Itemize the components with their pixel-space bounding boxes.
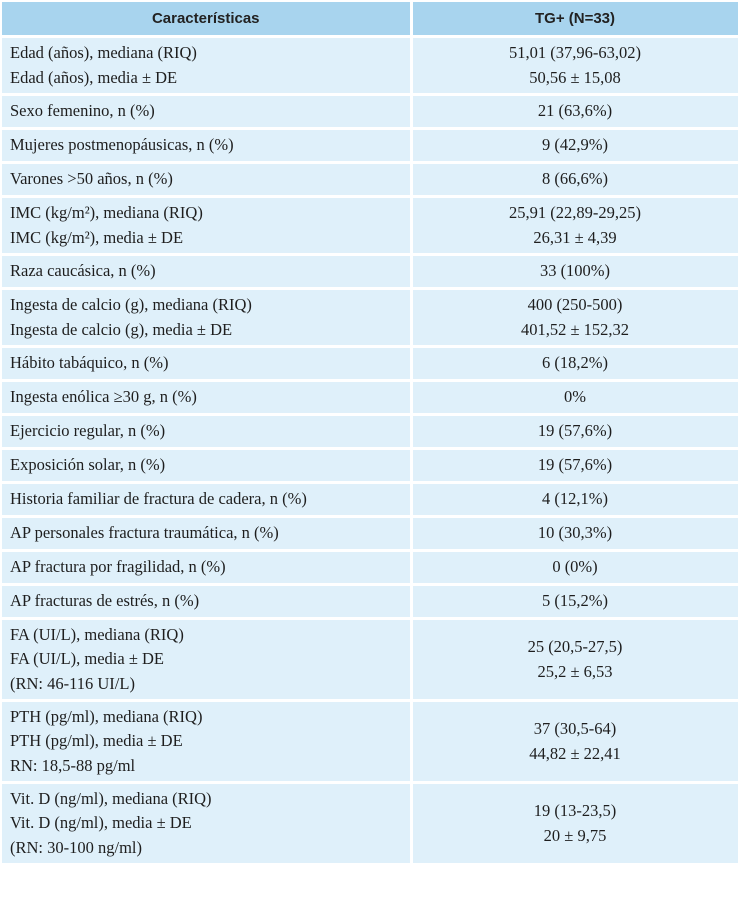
row-value: 19 (13-23,5) [533, 801, 617, 820]
row-label: FA (UI/L), media ± DE [10, 649, 165, 669]
row-label: Ingesta de calcio (g), media ± DE [10, 319, 233, 339]
row-label-cell [2, 415, 411, 449]
row-label: (RN: 30-100 ng/ml) [10, 837, 142, 857]
row-label-cell [2, 449, 411, 483]
row-value: 51,01 (37,96-63,02) [509, 43, 641, 62]
row-value-cell [411, 449, 739, 483]
header-tg-plus: TG+ (N=33) [411, 2, 739, 37]
row-label: AP fractura por fragilidad, n (%) [10, 557, 226, 577]
row-value-cell [411, 129, 739, 163]
table-row [2, 415, 739, 449]
table-row [2, 37, 739, 95]
row-value: 0 (0%) [552, 557, 598, 577]
table-row [2, 197, 739, 255]
row-value-cell [411, 517, 739, 551]
row-label: PTH (pg/ml), mediana (RIQ) [10, 706, 203, 726]
row-label-cell [2, 37, 411, 95]
row-value: 25,2 ± 6,53 [537, 661, 613, 681]
row-value-cell [411, 701, 739, 783]
table-row [2, 163, 739, 197]
table-row [2, 551, 739, 585]
row-label: Edad (años), media ± DE [10, 67, 178, 87]
row-label-cell [2, 95, 411, 129]
table-row [2, 783, 739, 865]
row-label-cell [2, 585, 411, 619]
row-value: 21 (63,6%) [537, 101, 613, 121]
row-label: (RN: 46-116 UI/L) [10, 673, 135, 693]
row-label: Varones >50 años, n (%) [10, 169, 173, 189]
row-label-cell [2, 783, 411, 865]
row-label: AP fracturas de estrés, n (%) [10, 591, 200, 611]
row-value: 25,91 (22,89-29,25) [509, 203, 641, 222]
row-value: 0% [564, 387, 586, 407]
row-value-cell [411, 255, 739, 289]
row-label: Mujeres postmenopáusicas, n (%) [10, 135, 234, 155]
table-row [2, 347, 739, 381]
characteristics-table [2, 2, 741, 866]
row-label-cell [2, 619, 411, 701]
row-label: Exposición solar, n (%) [10, 455, 166, 475]
table-row [2, 619, 739, 701]
row-label: Ingesta de calcio (g), mediana (RIQ) [10, 295, 252, 314]
table-row [2, 289, 739, 347]
row-label-cell [2, 701, 411, 783]
row-value: 20 ± 9,75 [543, 825, 607, 845]
row-label-cell [2, 381, 411, 415]
table-header-row [2, 2, 739, 37]
row-value: 5 (15,2%) [542, 591, 608, 611]
row-label-cell [2, 129, 411, 163]
row-value: 33 (100%) [539, 261, 611, 281]
row-label: AP personales fractura traumática, n (%) [10, 523, 279, 543]
row-label: Hábito tabáquico, n (%) [10, 353, 169, 373]
row-label-cell [2, 289, 411, 347]
row-value-cell [411, 37, 739, 95]
row-value: 19 (57,6%) [537, 421, 613, 441]
row-value-cell [411, 585, 739, 619]
table-row [2, 255, 739, 289]
row-label-cell [2, 347, 411, 381]
table-row [2, 483, 739, 517]
row-label: PTH (pg/ml), media ± DE [10, 731, 183, 751]
row-value-cell [411, 381, 739, 415]
row-value-cell [411, 289, 739, 347]
row-label: Vit. D (ng/ml), mediana (RIQ) [10, 788, 212, 808]
row-label-cell [2, 197, 411, 255]
row-value: 10 (30,3%) [537, 523, 613, 543]
table-row [2, 95, 739, 129]
row-value: 401,52 ± 152,32 [520, 319, 630, 339]
row-label-cell [2, 551, 411, 585]
row-value-cell [411, 163, 739, 197]
row-value: 50,56 ± 15,08 [529, 67, 621, 87]
row-value-cell [411, 619, 739, 701]
row-label: Ejercicio regular, n (%) [10, 421, 166, 441]
row-value: 4 (12,1%) [542, 489, 608, 509]
row-value: 9 (42,9%) [542, 135, 608, 155]
row-label: Ingesta enólica ≥30 g, n (%) [10, 387, 197, 407]
row-label: Edad (años), mediana (RIQ) [10, 43, 197, 62]
row-value: 6 (18,2%) [542, 353, 608, 373]
row-label-cell [2, 483, 411, 517]
table-row [2, 381, 739, 415]
table-row [2, 129, 739, 163]
row-value-cell [411, 483, 739, 517]
row-label: IMC (kg/m²), media ± DE [10, 227, 184, 247]
row-label-cell [2, 517, 411, 551]
table-row [2, 449, 739, 483]
row-value-cell [411, 783, 739, 865]
row-label: Historia familiar de fractura de cadera, n (%) [10, 489, 307, 509]
row-label: RN: 18,5-88 pg/ml [10, 755, 136, 775]
row-label: Vit. D (ng/ml), media ± DE [10, 813, 192, 833]
row-label: FA (UI/L), mediana (RIQ) [10, 624, 184, 644]
row-label-cell [2, 255, 411, 289]
row-value-cell [411, 551, 739, 585]
table-row [2, 517, 739, 551]
table-row [2, 585, 739, 619]
row-value: 19 (57,6%) [537, 455, 613, 475]
row-label: Raza caucásica, n (%) [10, 261, 156, 281]
header-characteristics: Características [2, 2, 411, 37]
row-value: 44,82 ± 22,41 [529, 743, 621, 763]
row-value-cell [411, 95, 739, 129]
row-value: 400 (250-500) [527, 295, 623, 314]
row-label: Sexo femenino, n (%) [10, 101, 155, 121]
table-row [2, 701, 739, 783]
row-label-cell [2, 163, 411, 197]
row-value: 37 (30,5-64) [533, 719, 617, 738]
row-value: 8 (66,6%) [542, 169, 608, 189]
row-value: 25 (20,5-27,5) [527, 637, 623, 656]
row-label: IMC (kg/m²), mediana (RIQ) [10, 203, 203, 222]
row-value-cell [411, 347, 739, 381]
row-value-cell [411, 415, 739, 449]
row-value: 26,31 ± 4,39 [533, 227, 617, 247]
row-value-cell [411, 197, 739, 255]
